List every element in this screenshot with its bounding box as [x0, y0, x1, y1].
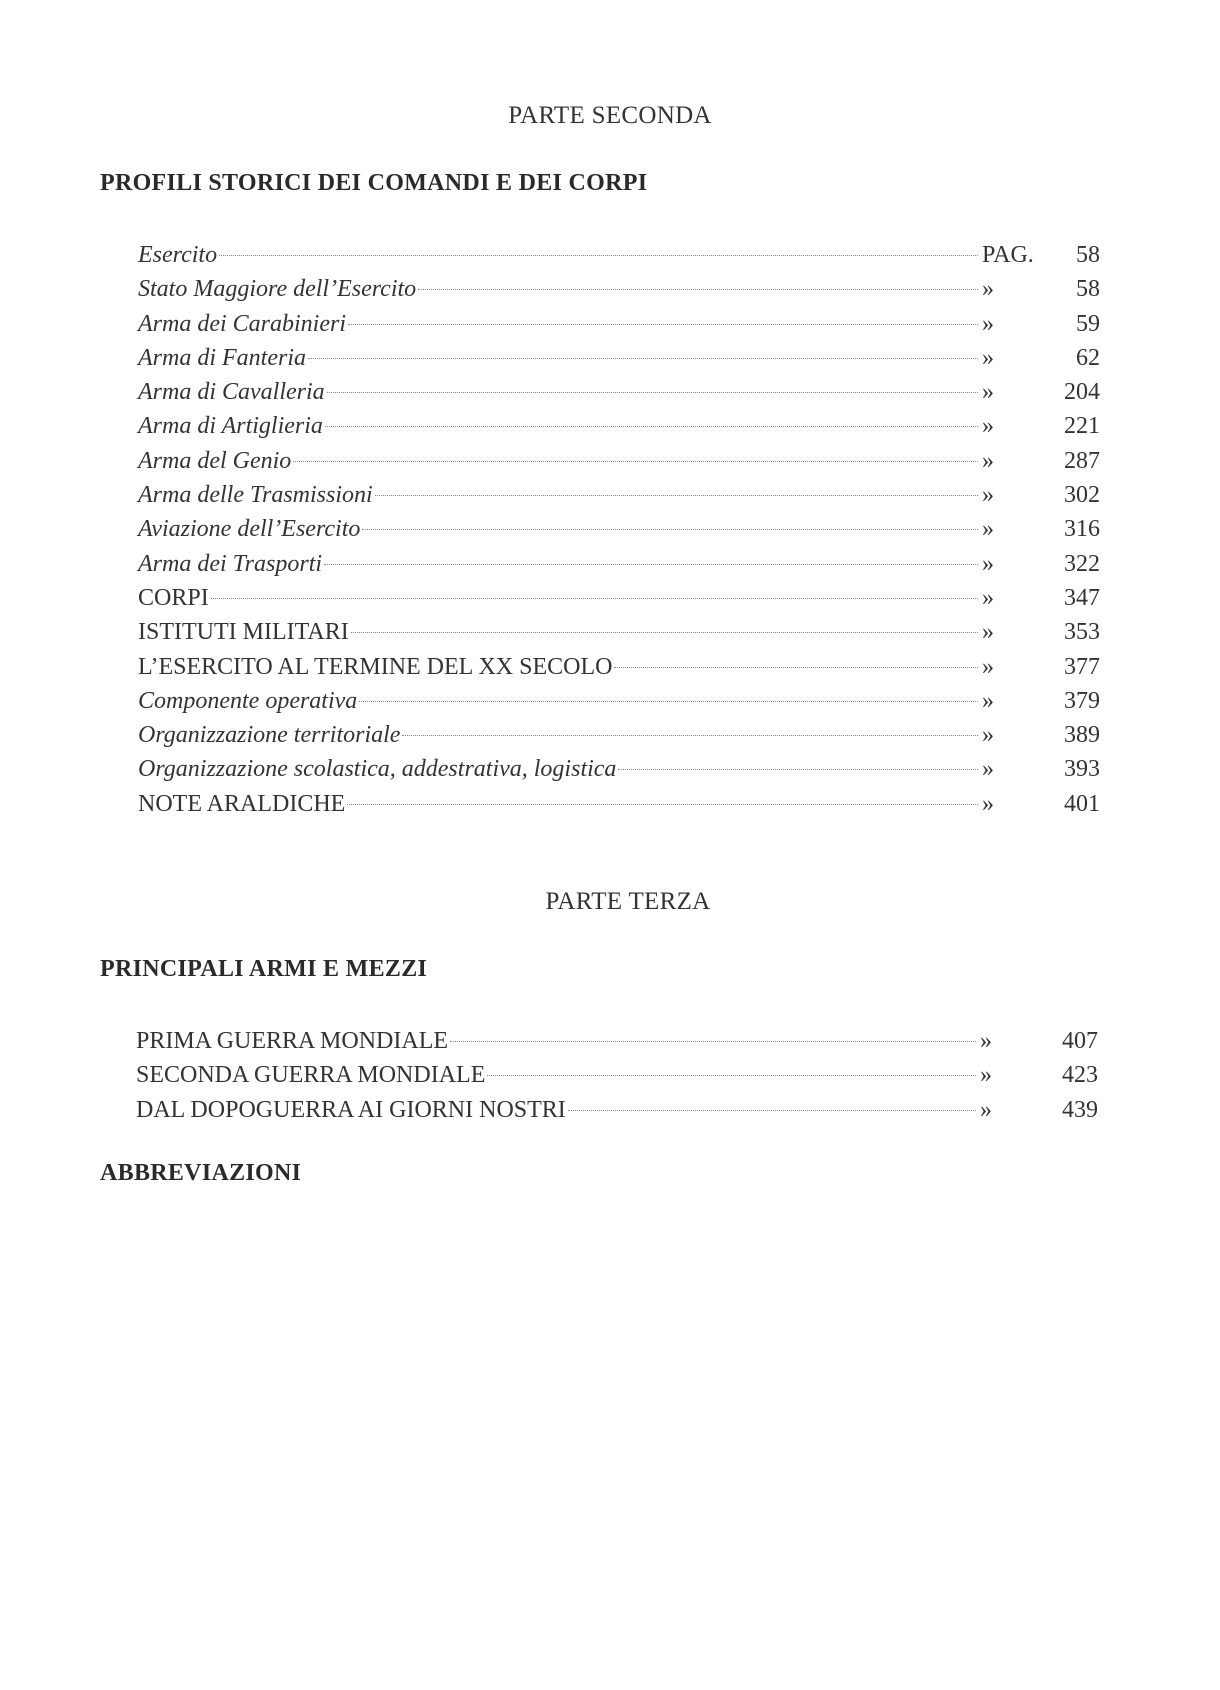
toc-entry-label: Arma di Fanteria: [138, 344, 306, 371]
toc-entry-page: 439: [1062, 1096, 1098, 1123]
toc-entry-label: DAL DOPOGUERRA AI GIORNI NOSTRI: [136, 1096, 566, 1123]
toc-entry[interactable]: [138, 307, 1100, 341]
toc-entry[interactable]: [138, 718, 1100, 752]
toc-entry-label: Arma del Genio: [138, 447, 292, 474]
toc-entry-marker: »: [982, 722, 994, 749]
part-two-heading: PROFILI STORICI DEI COMANDI E DEI CORPI: [100, 170, 648, 196]
toc-entry-marker: »: [980, 1096, 992, 1123]
toc-entry-marker: »: [980, 1062, 992, 1089]
toc-entry-marker: »: [982, 756, 994, 783]
dot-leader: [418, 289, 978, 290]
toc-entry-label: Esercito: [138, 242, 218, 268]
toc-entry-marker: »: [982, 482, 994, 509]
dot-leader: [568, 1110, 976, 1111]
toc-entry[interactable]: [136, 1024, 1098, 1058]
toc-entry-page: 302: [1064, 482, 1100, 509]
toc-entry-label: Componente operativa: [138, 687, 358, 714]
dot-leader: [219, 255, 978, 256]
dot-leader: [375, 495, 978, 496]
toc-entry-page: 393: [1064, 756, 1100, 783]
part-three-heading: PRINCIPALI ARMI E MEZZI: [100, 956, 428, 982]
toc-entry-page: 389: [1064, 722, 1100, 749]
toc-entry-label: Arma dei Carabinieri: [138, 310, 346, 337]
toc-entry[interactable]: [138, 341, 1100, 375]
toc-entry-page: 204: [1064, 379, 1100, 406]
dot-leader: [347, 804, 978, 805]
dot-leader: [351, 632, 978, 633]
toc-entry-label: Aviazione dell’Esercito: [138, 516, 361, 543]
toc-entry-marker: »: [982, 516, 994, 543]
toc-entry-label: Stato Maggiore dell’Esercito: [138, 276, 417, 303]
dot-leader: [293, 461, 978, 462]
toc-entry[interactable]: [138, 650, 1100, 684]
toc-entry[interactable]: [136, 1093, 1098, 1127]
toc-entry-page: 62: [1076, 344, 1100, 371]
toc-entry-page: 316: [1064, 516, 1100, 543]
toc-entry[interactable]: [138, 478, 1100, 512]
toc-entry-marker: »: [982, 276, 994, 303]
toc-entry-marker: »: [982, 310, 994, 337]
toc-entry-label: L’ESERCITO AL TERMINE DEL XX SECOLO: [138, 653, 613, 680]
toc-entry-label: CORPI: [138, 584, 209, 611]
toc-entry[interactable]: [136, 1058, 1098, 1092]
toc-entry-page: 379: [1064, 687, 1100, 714]
toc-entry[interactable]: [138, 787, 1100, 821]
toc-entry-label: ISTITUTI MILITARI: [138, 619, 349, 646]
toc-entry-page: 407: [1062, 1028, 1098, 1054]
toc-entry-marker: »: [982, 447, 994, 474]
toc-entry-label: Organizzazione territoriale: [138, 722, 401, 749]
toc-entry-marker: »: [982, 379, 994, 406]
dot-leader: [362, 529, 978, 530]
dot-leader: [618, 769, 978, 770]
toc-entry[interactable]: [138, 272, 1100, 306]
part-three-toc: [136, 1024, 1098, 1127]
toc-entry[interactable]: [138, 581, 1100, 615]
toc-entry[interactable]: [138, 752, 1100, 786]
toc-entry-label: Organizzazione scolastica, addestrativa, logistica: [138, 756, 617, 783]
toc-entry-label: Arma di Artiglieria: [138, 413, 323, 440]
dot-leader: [614, 667, 978, 668]
toc-entry-marker: »: [982, 550, 994, 577]
toc-entry-page: 423: [1062, 1062, 1098, 1089]
toc-entry-page: 58: [1076, 276, 1100, 303]
toc-entry-page: 347: [1064, 584, 1100, 611]
toc-entry-label: Arma delle Trasmissioni: [138, 482, 373, 509]
toc-entry[interactable]: [138, 409, 1100, 443]
dot-leader: [402, 735, 978, 736]
dot-leader: [324, 564, 978, 565]
toc-entry-marker: »: [982, 619, 994, 646]
toc-entry-page: 221: [1064, 413, 1100, 440]
dot-leader: [348, 324, 978, 325]
part-three-title: PARTE TERZA: [545, 888, 711, 915]
toc-entry-page: 322: [1064, 550, 1100, 577]
toc-entry-page: 59: [1076, 310, 1100, 337]
toc-entry-marker: »: [982, 584, 994, 611]
toc-entry-label: Arma dei Trasporti: [138, 550, 323, 577]
toc-entry[interactable]: [138, 375, 1100, 409]
toc-entry[interactable]: [138, 547, 1100, 581]
toc-entry-marker: »: [982, 344, 994, 371]
abbreviations-heading: ABBREVIAZIONI: [100, 1160, 302, 1186]
toc-entry-page: 377: [1064, 653, 1100, 680]
dot-leader: [327, 392, 978, 393]
toc-entry-page: 58: [1076, 242, 1100, 268]
toc-entry-marker: »: [982, 653, 994, 680]
dot-leader: [359, 701, 978, 702]
part-two-title: PARTE SECONDA: [508, 102, 712, 129]
dot-leader: [325, 426, 978, 427]
toc-entry[interactable]: [138, 444, 1100, 478]
part-two-toc: [138, 238, 1100, 821]
toc-entry-marker: »: [982, 413, 994, 440]
toc-entry[interactable]: [138, 512, 1100, 546]
toc-entry-label: PRIMA GUERRA MONDIALE: [136, 1028, 449, 1054]
toc-entry[interactable]: [138, 615, 1100, 649]
toc-entry[interactable]: [138, 684, 1100, 718]
toc-entry-marker: »: [982, 687, 994, 714]
toc-entry-marker: »: [980, 1028, 992, 1054]
toc-entry-page: 287: [1064, 447, 1100, 474]
toc-entry-label: Arma di Cavalleria: [138, 379, 325, 406]
dot-leader: [450, 1041, 976, 1042]
toc-entry-marker: »: [982, 790, 994, 817]
toc-entry-label: SECONDA GUERRA MONDIALE: [136, 1062, 486, 1089]
dot-leader: [487, 1075, 976, 1076]
dot-leader: [308, 358, 978, 359]
toc-entry-page: 353: [1064, 619, 1100, 646]
toc-entry[interactable]: [138, 238, 1100, 272]
toc-entry-label: NOTE ARALDICHE: [138, 790, 346, 817]
toc-entry-marker: PAG.: [982, 242, 1034, 268]
dot-leader: [211, 598, 978, 599]
toc-entry-page: 401: [1064, 790, 1100, 817]
